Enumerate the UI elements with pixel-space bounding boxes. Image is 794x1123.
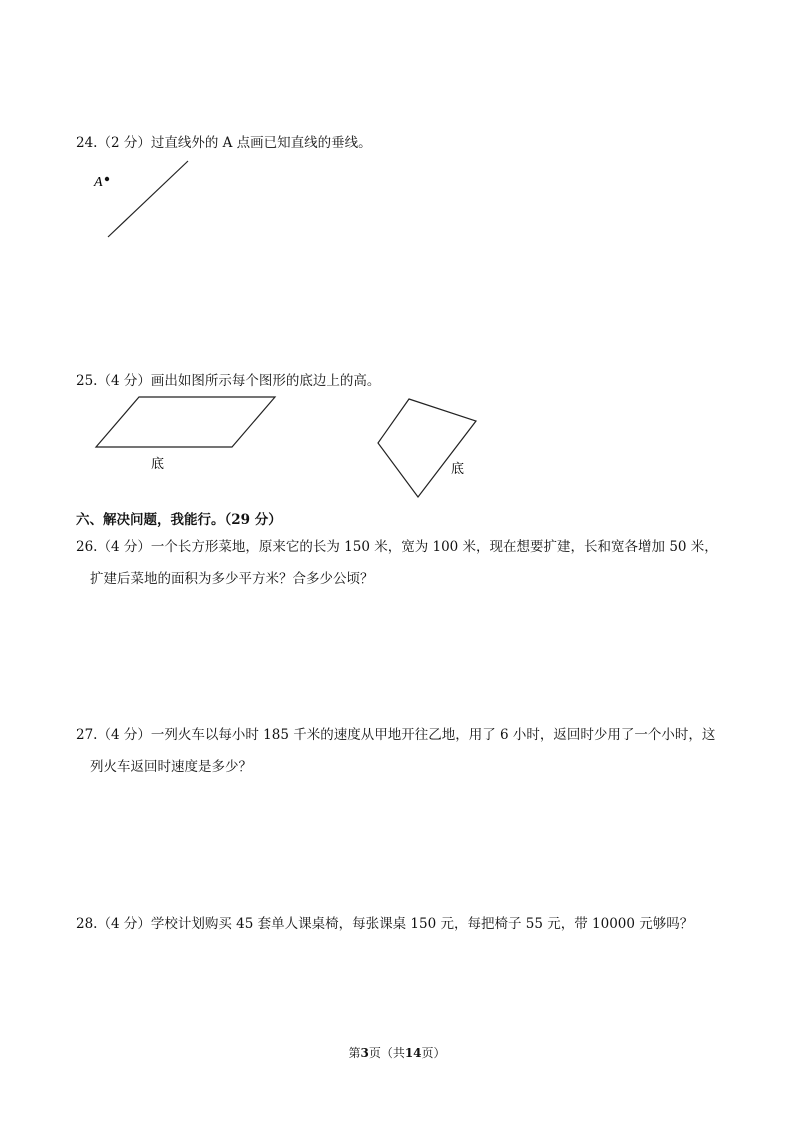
question-27-line1: 27.（4 分）一列火车以每小时 185 千米的速度从甲地开往乙地，用了 6 小时，返回时少用了一个小时，这 [76, 727, 716, 743]
quadrilateral-shape [378, 399, 476, 497]
footer-prefix: 第 [348, 1046, 361, 1060]
footer-suffix: 页） [421, 1046, 446, 1060]
section-6-title: 六、解决问题，我能行。（29 分） [76, 512, 282, 528]
figure-25-parallelogram [96, 397, 275, 472]
question-25 [76, 371, 380, 391]
question-28-text: 28.（4 分）学校计划购买 45 套单人课桌椅，每张课桌 150 元，每把椅子 55 元，带 10000 元够吗？ [76, 916, 694, 932]
footer-total-pages: 14 [404, 1046, 422, 1060]
footer-mid: 页（共 [368, 1046, 405, 1060]
question-25-text: 25.（4 分）画出如图所示每个图形的底边上的高。 [76, 373, 381, 389]
footer-page-number: 3 [360, 1046, 369, 1060]
page-footer [0, 1044, 794, 1061]
point-a-dot [105, 177, 109, 181]
question-26-line2: 扩建后菜地的面积为多少平方米？合多少公顷？ [90, 571, 374, 587]
parallelogram-base-label: 底 [151, 457, 165, 472]
question-27-line2: 列火车返回时速度是多少？ [90, 759, 252, 775]
parallelogram-shape [96, 397, 275, 447]
question-26-line1: 26.（4 分）一个长方形菜地，原来它的长为 150 米，宽为 100 米，现在想要扩建，长和宽各增加 50 米， [76, 539, 718, 555]
question-24-text: 24.（2 分）过直线外的 A 点画已知直线的垂线。 [76, 135, 372, 151]
figure-25-quadrilateral [378, 399, 476, 497]
point-a-label: A [94, 175, 103, 190]
question-27 [76, 725, 715, 777]
given-line [108, 161, 188, 237]
quadrilateral-base-label: 底 [451, 462, 465, 477]
figure-24 [93, 161, 188, 237]
question-26 [76, 537, 718, 589]
question-28 [76, 914, 693, 934]
